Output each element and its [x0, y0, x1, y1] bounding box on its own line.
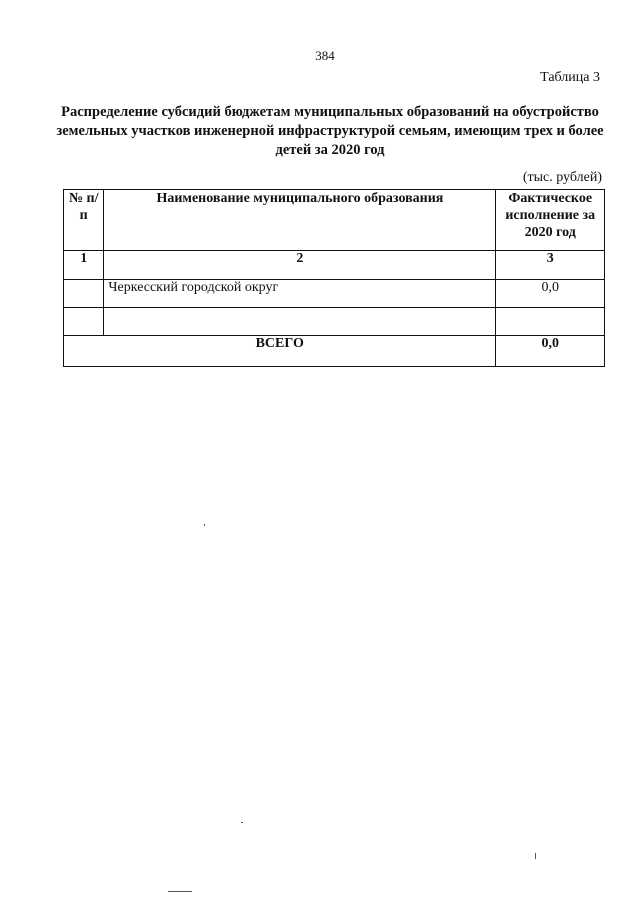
row-name [104, 308, 496, 336]
row-name: Черкесский городской округ [104, 280, 496, 308]
scan-artifact [168, 891, 192, 892]
units-label: (тыс. рублей) [522, 170, 602, 185]
table-header-row [64, 190, 605, 251]
column-index-1: 1 [64, 251, 104, 280]
total-label: ВСЕГО [64, 336, 496, 367]
row-value: 0,0 [496, 280, 605, 308]
subsidy-table [63, 189, 605, 367]
table-row [64, 308, 605, 336]
scan-artifact [241, 822, 243, 823]
table-label: Таблица 3 [540, 70, 600, 85]
column-index-row [64, 251, 605, 280]
table-row [64, 280, 605, 308]
document-title: Распределение субсидий бюджетам муниципальных образований на обустройство земельных участков инженерной инфраструктурой семьям, имеющим трех и более детей за 2020 год [56, 104, 604, 158]
total-row [64, 336, 605, 367]
header-value: Фактическое исполнение за 2020 год [496, 190, 605, 251]
row-value [496, 308, 605, 336]
column-index-2: 2 [104, 251, 496, 280]
header-name: Наименование муниципального образования [104, 190, 496, 251]
page-number: 384 [315, 48, 335, 63]
scan-artifact [535, 853, 536, 859]
row-num [64, 280, 104, 308]
header-num: № п/п [64, 190, 104, 251]
column-index-3: 3 [496, 251, 605, 280]
row-num [64, 308, 104, 336]
scan-artifact [204, 524, 205, 526]
total-value: 0,0 [496, 336, 605, 367]
